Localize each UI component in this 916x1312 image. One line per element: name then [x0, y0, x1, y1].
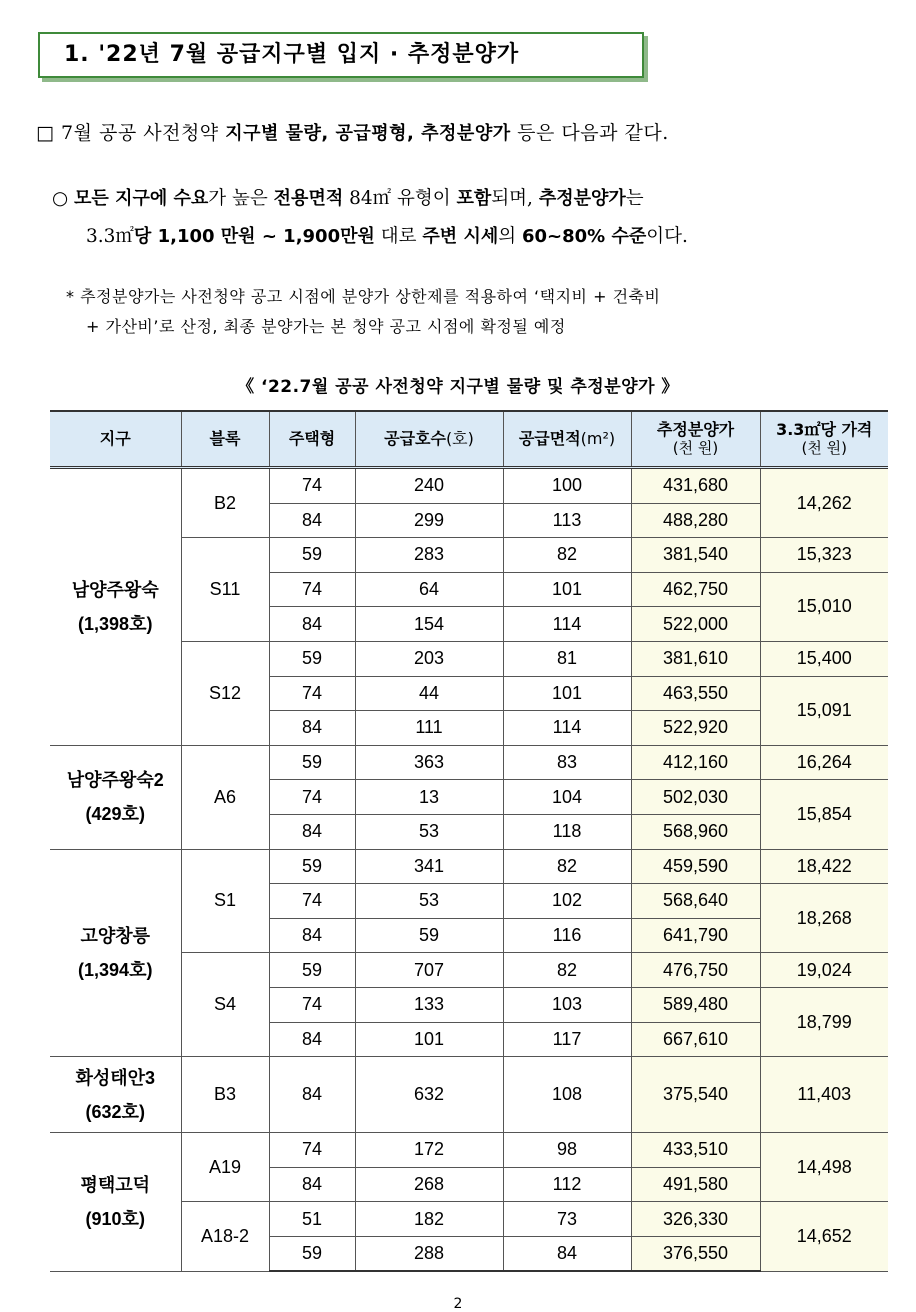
- block-cell: S4: [181, 953, 269, 1057]
- per-price-cell: 15,400: [760, 641, 888, 676]
- page-number: 2: [453, 1296, 463, 1312]
- table-row: 74 44 101 463,550 15,091: [50, 676, 888, 711]
- per-price-cell: 15,091: [760, 676, 888, 745]
- per-price-cell: 14,652: [760, 1202, 888, 1272]
- block-cell: S12: [181, 641, 269, 745]
- table-row: 74 53 102 568,640 18,268: [50, 884, 888, 919]
- table-header-row: [50, 411, 888, 468]
- table-row: 84 268 112 491,580: [50, 1167, 888, 1202]
- district-cell: 고양창릉 (1,394호): [50, 849, 181, 1057]
- per-price-cell: 18,799: [760, 987, 888, 1056]
- section-title: 1. '22년 7월 공급지구별 입지 · 추정분양가: [38, 32, 644, 78]
- table-row: 평택고덕 (910호) A19 74 172 98 433,510 14,498: [50, 1133, 888, 1168]
- block-cell: A6: [181, 745, 269, 849]
- table-row: 59 288 84 376,550: [50, 1236, 888, 1271]
- per-price-cell: 11,403: [760, 1057, 888, 1133]
- table-row: 84 59 116 641,790: [50, 918, 888, 953]
- table-row: S11 59 283 82 381,540 15,323: [50, 538, 888, 573]
- table-row: S12 59 203 81 381,610 15,400: [50, 641, 888, 676]
- district-cell: 남양주왕숙 (1,398호): [50, 468, 181, 746]
- table-row: 84 154 114 522,000: [50, 607, 888, 642]
- per-price-cell: 16,264: [760, 745, 888, 780]
- table-row: 화성태안3 (632호) B3 84 632 108 375,540 11,403: [50, 1057, 888, 1133]
- table-row: 남양주왕숙2 (429호) A6 59 363 83 412,160 16,264: [50, 745, 888, 780]
- per-price-cell: 18,268: [760, 884, 888, 953]
- per-price-cell: 15,854: [760, 780, 888, 849]
- table-title: 《 ‘22.7월 공공 사전청약 지구별 물량 및 추정분양가 》: [237, 377, 679, 397]
- table-row: 고양창릉 (1,394호) S1 59 341 82 459,590 18,422: [50, 849, 888, 884]
- table-row: 84 111 114 522,920: [50, 711, 888, 746]
- per-price-cell: 18,422: [760, 849, 888, 884]
- table-row: 74 13 104 502,030 15,854: [50, 780, 888, 815]
- table-row: 남양주왕숙 (1,398호) B2 74 240 100 431,680 14,262: [50, 468, 888, 504]
- header-district: 지구: [50, 411, 181, 468]
- table-row: 84 53 118 568,960: [50, 814, 888, 849]
- header-units: 공급호수(호): [355, 411, 503, 468]
- table-row: A18-2 51 182 73 326,330 14,652: [50, 1202, 888, 1237]
- table-row: S4 59 707 82 476,750 19,024: [50, 953, 888, 988]
- summary-paragraph: ○ 모든 지구에 수요가 높은 전용면적 84㎡ 유형이 포함되며, 추정분양가는 3.3㎡당 1,100 만원 ~ 1,900만원 대로 주변 시세의 60~80% 수준이다.: [52, 188, 688, 247]
- header-block: 블록: [181, 411, 269, 468]
- intro-paragraph: □ 7월 공공 사전청약 지구별 물량, 공급평형, 추정분양가 등은 다음과 같다.: [36, 122, 669, 144]
- per-price-cell: 15,323: [760, 538, 888, 573]
- footnote: * 추정분양가는 사전청약 공고 시점에 분양가 상한제를 적용하여 ‘택지비 + 건축비 + 가산비’로 산정, 최종 분양가는 본 청약 공고 시점에 확정될 예정: [66, 287, 661, 336]
- district-cell: 화성태안3 (632호): [50, 1057, 181, 1133]
- block-cell: A18-2: [181, 1202, 269, 1272]
- block-cell: A19: [181, 1133, 269, 1202]
- block-cell: S1: [181, 849, 269, 953]
- square-bullet: □: [36, 122, 55, 144]
- supply-table: [50, 410, 888, 1272]
- block-cell: S11: [181, 538, 269, 642]
- per-price-cell: 19,024: [760, 953, 888, 988]
- header-area: 공급면적(m²): [503, 411, 631, 468]
- header-price: 추정분양가 (천 원): [631, 411, 760, 468]
- per-price-cell: 15,010: [760, 572, 888, 641]
- table-row: 84 101 117 667,610: [50, 1022, 888, 1057]
- table-row: 74 64 101 462,750 15,010: [50, 572, 888, 607]
- header-type: 주택형: [269, 411, 355, 468]
- block-cell: B3: [181, 1057, 269, 1133]
- table-row: 84 299 113 488,280: [50, 503, 888, 538]
- table-row: 74 133 103 589,480 18,799: [50, 987, 888, 1022]
- per-price-cell: 14,498: [760, 1133, 888, 1202]
- district-cell: 평택고덕 (910호): [50, 1133, 181, 1272]
- circle-bullet: ○: [52, 188, 69, 209]
- header-per-price: 3.3㎡당 가격 (천 원): [760, 411, 888, 468]
- block-cell: B2: [181, 468, 269, 538]
- district-cell: 남양주왕숙2 (429호): [50, 745, 181, 849]
- per-price-cell: 14,262: [760, 468, 888, 538]
